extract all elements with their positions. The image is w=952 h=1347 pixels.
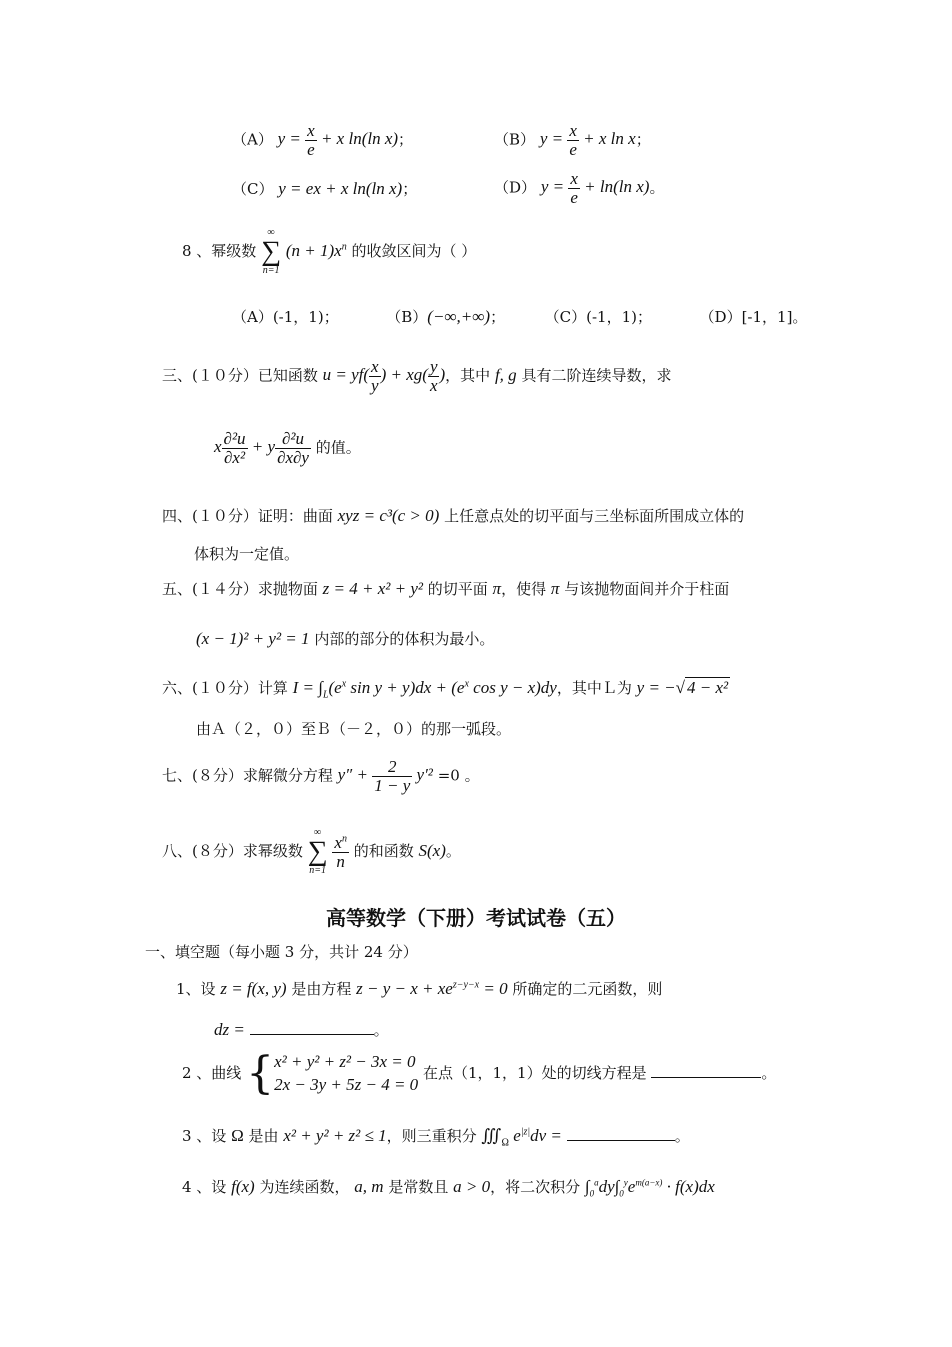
q8-options (232, 306, 807, 327)
section-6: 六、(１０分）计算 $I = \int_L(e^x$ $\sin y + y)dx + (e^x$ cos y − x)dy，其中Ｌ为 y = −√ 4 − x² (162, 678, 729, 701)
section-8: 八、(８分）求幂级数 ∞ ∑ n=1 $\frac{x^n}{n}$ 的和函数 S(x)。 (162, 827, 461, 876)
part1-question-1: 1、设 z = f(x, y) 是由方程 $z - y - x + xe^{z-y-x} = 0$ 所确定的二元函数，则 (176, 979, 663, 998)
section-4: 四、(１０分）证明：曲面 xyz = c³(c > 0) 上任意点处的切平面与三坐标面所围成立体的 (162, 506, 745, 525)
q7-option-b: （B） y = $\frac{x}{e}$ + x ln x； (494, 121, 651, 159)
answer-blank-3[interactable] (567, 1124, 675, 1141)
section-3-expression: x $\frac{\text{∂²u}}{\text{∂x²}}$ + y $\frac{\text{∂²u}}{\partial x\partial y}$ 的值。 (214, 429, 361, 467)
part1-question-1-answer: dz = 。 (214, 1020, 389, 1039)
section-5: 五、(１４分）求抛物面 z = 4 + x² + y² 的切平面 π，使得 π 与该抛物面间并介于柱面 (162, 579, 730, 598)
section-7: 七、(８分）求解微分方程 y″ + $\frac{2}{1 - y}$ y′² =0 。 (162, 757, 480, 795)
q7-option-a: （A） y = $\frac{x}{e}$ + x ln(ln x)； (232, 121, 414, 159)
q7-option-c: （C） y = ex + x ln(ln x)； (232, 179, 418, 198)
q7-option-d: （D） y = $\frac{x}{e}$ + ln(ln x)。 (494, 169, 665, 207)
q8-option-b: （B）(−∞,+∞)； (386, 307, 506, 326)
part1-question-2: 2 、曲线 { x² + y² + z² − 3x = 0 2x − 3y + 5z − 4 = 0 在点（1，1，1）处的切线方程是 。 (182, 1047, 777, 1099)
q8-question: 8 、幂级数 ∞ ∑ n=1 $(n + 1)x^n$ 的收敛区间为（ ） (182, 227, 477, 276)
q8-option-c: （C）(-1，1)； (544, 308, 652, 326)
section-3: 三、(１０分）已知函数 u = yf( $\frac{x}{y}$ ) + xg( $\frac{y}{x}$ )，其中 f, g 具有二阶连续导数，求 (162, 357, 672, 395)
section-6-line2: 由Ａ（２，０）至Ｂ（－２，０）的那一弧段。 (196, 720, 512, 738)
part1-question-4: 4 、设 f(x) 为连续函数， a, m 是常数且 a > 0，将二次积分 $\int_0^ady\int_0^ye^{m(a-x)} \cdot f(x)dx$ (182, 1177, 715, 1199)
answer-blank-2[interactable] (651, 1061, 761, 1078)
part1-heading: 一、填空题（每小题 3 分，共计 24 分） (145, 943, 418, 961)
part1-question-3: 3 、设 Ω 是由 x² + y² + z² ≤ 1，则三重积分 $∭_\Omega$ $e^{|z|}dv$ = 。 (182, 1126, 690, 1149)
section-4-line2: 体积为一定值。 (194, 545, 300, 563)
answer-blank-1[interactable] (250, 1018, 374, 1035)
q8-option-d: （D）[-1，1]。 (699, 308, 808, 326)
section-5-line2: (x − 1)² + y² = 1 内部的部分的体积为最小。 (196, 629, 495, 648)
exam-title: 高等数学（下册）考试试卷（五） (326, 906, 626, 930)
q8-option-a: （A）(-1，1)； (232, 308, 339, 326)
